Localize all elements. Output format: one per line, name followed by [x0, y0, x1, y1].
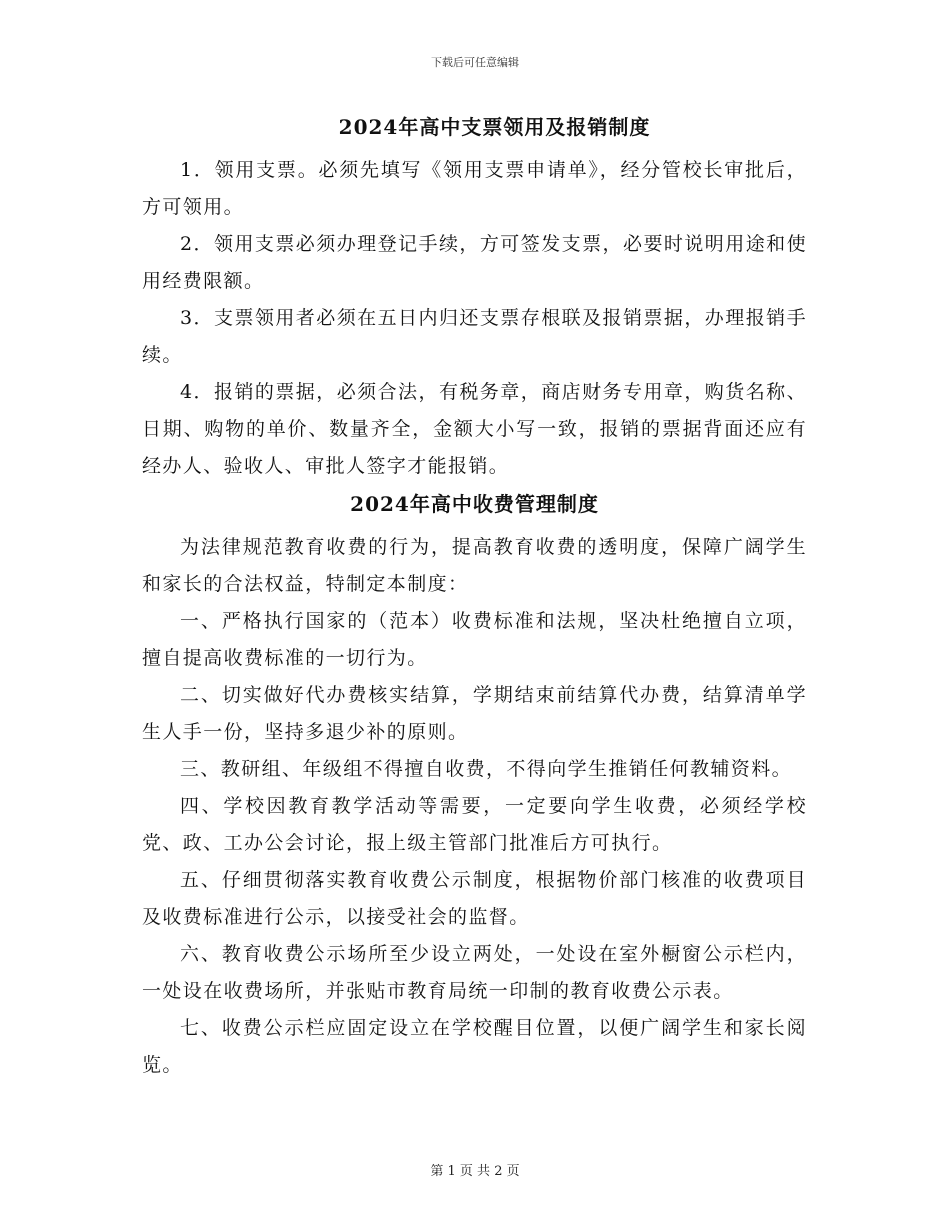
paragraph: 1．领用支票。必须先填写《领用支票申请单》，经分管校长审批后，方可领用。 [142, 159, 807, 218]
paragraph: 4．报销的票据，必须合法，有税务章，商店财务专用章，购货名称、日期、购物的单价、数量齐全，金额大小写一致，报销的票据背面还应有经办人、验收人、审批人签字才能报销。 [142, 381, 807, 477]
paragraph: 为法律规范教育收费的行为，提高教育收费的透明度，保障广阔学生和家长的合法权益，特制定本制度： [142, 536, 807, 595]
section-title: 2024年高中收费管理制度 [350, 492, 599, 516]
document-body [142, 110, 807, 1084]
paragraph: 2．领用支票必须办理登记手续，方可签发支票，必要时说明用途和使用经费限额。 [142, 233, 807, 292]
paragraph: 一、严格执行国家的（范本）收费标准和法规，坚决杜绝擅自立项，擅自提高收费标准的一切行为。 [142, 610, 807, 669]
paragraph: 七、收费公示栏应固定设立在学校醒目位置，以便广阔学生和家长阅览。 [142, 1017, 807, 1076]
page-footer-pagination: 第 1 页 共 2 页 [430, 1164, 520, 1179]
paragraph: 六、教育收费公示场所至少设立两处，一处设在室外橱窗公示栏内，一处设在收费场所，并张贴市教育局统一印制的教育收费公示表。 [142, 943, 807, 1002]
page-header-note: 下载后可任意编辑 [431, 56, 519, 69]
section-title: 2024年高中支票领用及报销制度 [338, 115, 651, 139]
paragraph: 五、仔细贯彻落实教育收费公示制度，根据物价部门核准的收费项目及收费标准进行公示，以接受社会的监督。 [142, 869, 807, 928]
paragraph: 四、学校因教育教学活动等需要，一定要向学生收费，必须经学校党、政、工办公会讨论，报上级主管部门批准后方可执行。 [142, 795, 807, 854]
paragraph: 三、教研组、年级组不得擅自收费，不得向学生推销任何教辅资料。 [180, 758, 793, 780]
paragraph: 二、切实做好代办费核实结算，学期结束前结算代办费，结算清单学生人手一份，坚持多退少补的原则。 [142, 684, 807, 743]
paragraph: 3．支票领用者必须在五日内归还支票存根联及报销票据，办理报销手续。 [142, 307, 807, 366]
